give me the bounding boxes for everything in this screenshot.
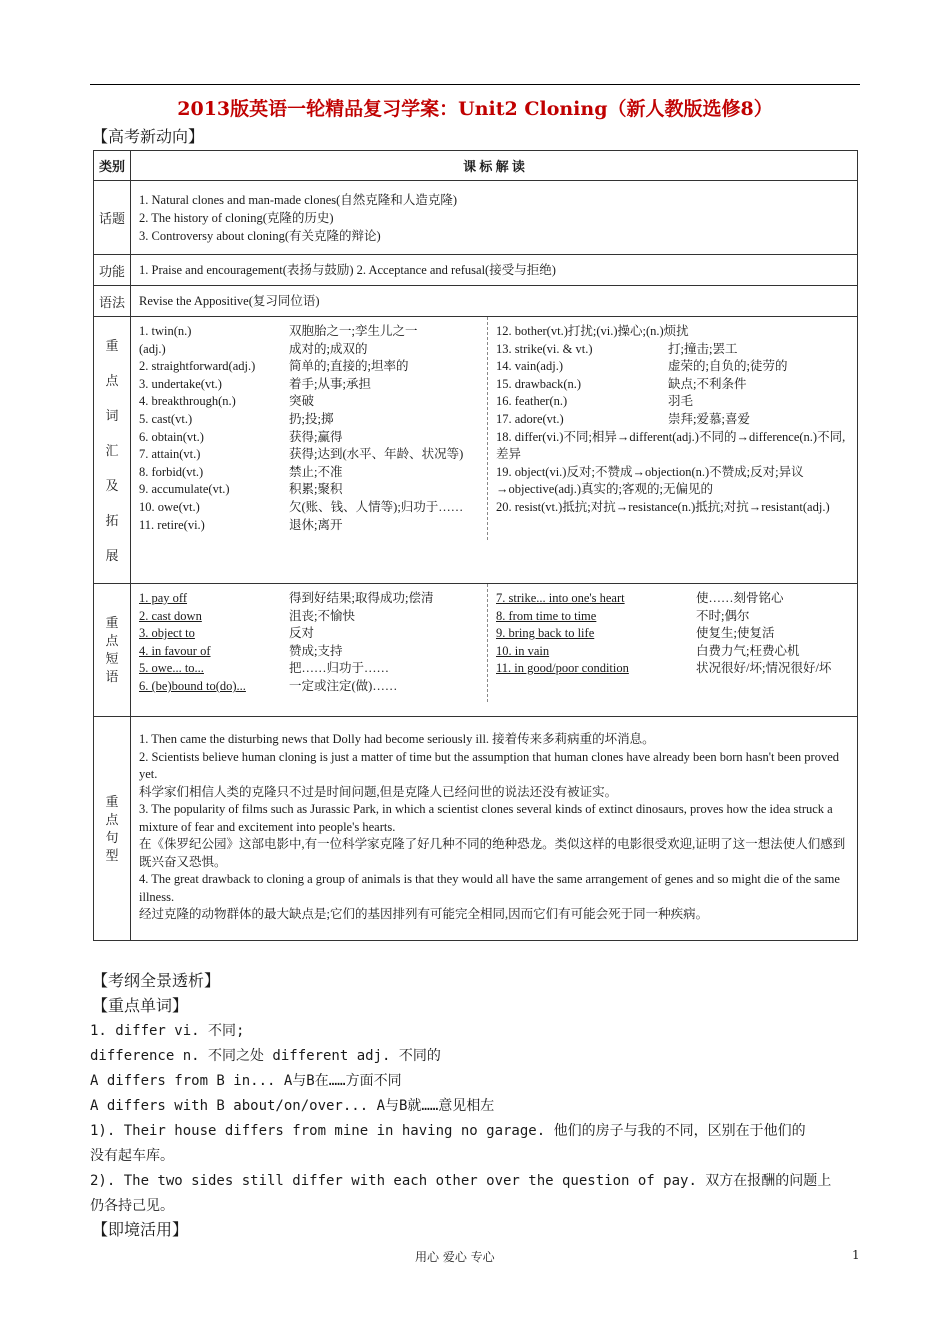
- vocab-item: (adj.) 成对的;成双的: [139, 341, 368, 356]
- header-rule: [90, 84, 860, 85]
- phrase-item: 5. owe... to... 把……归功于……: [139, 661, 390, 676]
- phrases-cell: [131, 584, 858, 717]
- vocab-item: 20. resist(vt.)抵抗;对抗→resistance(n.)抵抗;对抗→resistant(adj.): [496, 499, 830, 514]
- sentences-cell: [131, 717, 858, 941]
- page-title: 2013版英语一轮精品复习学案：Unit2 Cloning（新人教版选修8）: [177, 98, 773, 120]
- body-line: 1. differ vi. 不同;: [90, 1023, 245, 1039]
- phrases-label: [94, 584, 131, 717]
- sentences-label-char: 点: [105, 811, 119, 827]
- phrases-label-char: 点: [105, 633, 119, 648]
- phrase-item: 4. in favour of 赞成;支持: [139, 643, 343, 658]
- topic-line: 1. Natural clones and man-made clones(自然克隆和人造克隆): [139, 193, 457, 207]
- sentence-line: 4. The great drawback to cloning a group of animals is that they would all have the same arrangement of genes and so might die of the same illness.: [139, 872, 840, 904]
- phrases-left-column: [131, 584, 488, 702]
- body-line: 1). Their house differs from mine in having no garage. 他们的房子与我的不同，区别在于他们的: [90, 1123, 806, 1139]
- vocab-label: [94, 317, 131, 584]
- header-interpretation: 课 标 解 读: [131, 151, 858, 181]
- body-line: 仍各持己见。: [90, 1198, 174, 1214]
- vocab-item: 18. differ(vi.)不同;相异→different(adj.)不同的→difference(n.)不同,差异: [496, 429, 846, 462]
- phrase-item: 10. in vain 白费力气;枉费心机: [496, 643, 800, 658]
- function-label: 功能: [94, 255, 131, 286]
- phrases-label-char: 短: [105, 651, 119, 666]
- phrase-item: 3. object to 反对: [139, 626, 315, 641]
- vocab-item: 17. adore(vt.) 崇拜;爱慕;喜爱: [496, 411, 750, 426]
- section-heading-trends: 【高考新动向】: [92, 127, 205, 146]
- body-line: A differs from B in... A与B在……方面不同: [90, 1073, 402, 1089]
- phrases-label-char: 语: [105, 669, 119, 684]
- vocab-label-char: 词: [105, 407, 119, 423]
- vocab-item: 7. attain(vt.) 获得;达到(水平、年龄、状况等): [139, 447, 464, 462]
- vocab-item: 13. strike(vi. & vt.) 打;撞击;罢工: [496, 341, 738, 356]
- vocab-item: 11. retire(vi.) 退休;离开: [139, 517, 343, 532]
- vocab-label-char: 点: [105, 372, 119, 388]
- phrases-label-char: 重: [105, 615, 119, 630]
- vocab-item: 19. object(vi.)反对;不赞成→objection(n.)不赞成;反对;异议→objective(adj.)真实的;客观的;无偏见的: [496, 464, 804, 497]
- sentence-line: 1. Then came the disturbing news that Dolly had become seriously ill. 接着传来多莉病重的坏消息。: [139, 732, 655, 746]
- grammar-label: 语法: [94, 286, 131, 317]
- body-line: 2). The two sides still differ with each other over the question of pay. 双方在报酬的问题上: [90, 1173, 832, 1189]
- topic-label: 话题: [94, 181, 131, 255]
- body-line: 没有起车库。: [90, 1148, 174, 1164]
- phrase-item: 8. from time to time 不时;偶尔: [496, 608, 750, 623]
- phrase-item: 11. in good/poor condition 状况很好/坏;情况很好/坏: [496, 661, 832, 676]
- vocab-item: 3. undertake(vt.) 着手;从事;承担: [139, 376, 371, 391]
- vocab-label-char: 重: [105, 337, 119, 353]
- grammar-text: Revise the Appositive(复习同位语): [139, 294, 320, 308]
- section-heading-key-words: 【重点单词】: [92, 996, 189, 1015]
- vocab-label-char: 展: [105, 547, 119, 563]
- body-line: difference n. 不同之处 different adj. 不同的: [90, 1048, 441, 1064]
- vocab-item: 15. drawback(n.) 缺点;不利条件: [496, 376, 747, 391]
- function-text: 1. Praise and encouragement(表扬与鼓励) 2. Acceptance and refusal(接受与拒绝): [139, 263, 556, 277]
- body-text: [90, 1019, 862, 1219]
- phrases-right-column: [488, 584, 857, 702]
- vocab-cell: [131, 317, 858, 584]
- vocab-item: 4. breakthrough(n.) 突破: [139, 394, 315, 409]
- topic-line: 3. Controversy about cloning(有关克隆的辩论): [139, 229, 381, 243]
- vocab-item: 5. cast(vt.) 扔;投;掷: [139, 411, 334, 426]
- page-number: 1: [852, 1248, 860, 1262]
- vocab-item: 1. twin(n.) 双胞胎之一;孪生儿之一: [139, 324, 418, 338]
- vocab-label-char: 及: [105, 477, 119, 493]
- phrase-item: 7. strike... into one's heart 使……刻骨铭心: [496, 591, 784, 605]
- vocab-item: 9. accumulate(vt.) 积累;聚积: [139, 482, 343, 497]
- section-heading-analysis: 【考纲全景透析】: [92, 971, 221, 990]
- sentence-line: 2. Scientists believe human cloning is just a matter of time but the assumption that human clones have already been born hasn't been proved yet.: [139, 749, 839, 781]
- phrase-item: 6. (be)bound to(do)... 一定或注定(做)……: [139, 678, 398, 693]
- phrase-item: 2. cast down 沮丧;不愉快: [139, 608, 355, 623]
- vocab-item: 14. vain(adj.) 虚荣的;自负的;徒劳的: [496, 359, 788, 374]
- header-category: 类别: [94, 151, 131, 181]
- vocab-item: 2. straightforward(adj.) 简单的;直接的;坦率的: [139, 359, 409, 374]
- sentences-label-char: 重: [105, 793, 119, 809]
- vocab-right-column: [488, 317, 857, 540]
- phrase-item: 9. bring back to life 使复生;使复活: [496, 626, 775, 641]
- sentence-line: 3. The popularity of films such as Jurassic Park, in which a scientist clones several kinds of extinct dinosaurs, proves how the idea struck a mixture of fear and excitement into people's hearts.: [139, 802, 833, 834]
- sentences-label: [94, 717, 131, 941]
- sentences-label-char: 型: [105, 847, 119, 863]
- footer-motto: 用心 爱心 专心: [415, 1250, 495, 1264]
- vocab-item: 10. owe(vt.) 欠(账、钱、人情等);归功于……: [139, 499, 464, 514]
- phrase-item: 1. pay off 得到好结果;取得成功;偿清: [139, 591, 434, 605]
- vocab-label-char: 汇: [105, 442, 119, 458]
- body-line: A differs with B about/on/over... A与B就……意见相左: [90, 1098, 495, 1114]
- topic-cell: [131, 181, 858, 255]
- vocab-item: 16. feather(n.) 羽毛: [496, 394, 694, 409]
- vocab-item: 6. obtain(vt.) 获得;赢得: [139, 429, 343, 444]
- section-heading-practice: 【即境活用】: [92, 1220, 189, 1239]
- sentences-label-char: 句: [105, 829, 119, 845]
- sentence-translation: 在《侏罗纪公园》这部电影中,有一位科学家克隆了好几种不同的绝种恐龙。类似这样的电影很受欢迎,证明了这一想法使人们感到既兴奋又恐惧。: [139, 837, 846, 869]
- vocab-item: 12. bother(vt.)打扰;(vi.)操心;(n.)烦扰: [496, 324, 689, 338]
- curriculum-table: [93, 150, 858, 941]
- vocab-left-column: [131, 317, 488, 540]
- vocab-label-char: 拓: [105, 512, 119, 528]
- sentence-translation: 科学家们相信人类的克隆只不过是时间问题,但是克隆人已经问世的说法还没有被证实。: [139, 784, 618, 799]
- vocab-item: 8. forbid(vt.) 禁止;不准: [139, 464, 343, 479]
- sentence-translation: 经过克隆的动物群体的最大缺点是;它们的基因排列有可能完全相同,因而它们有可能会死于同一种疾病。: [139, 907, 709, 921]
- topic-line: 2. The history of cloning(克隆的历史): [139, 211, 334, 225]
